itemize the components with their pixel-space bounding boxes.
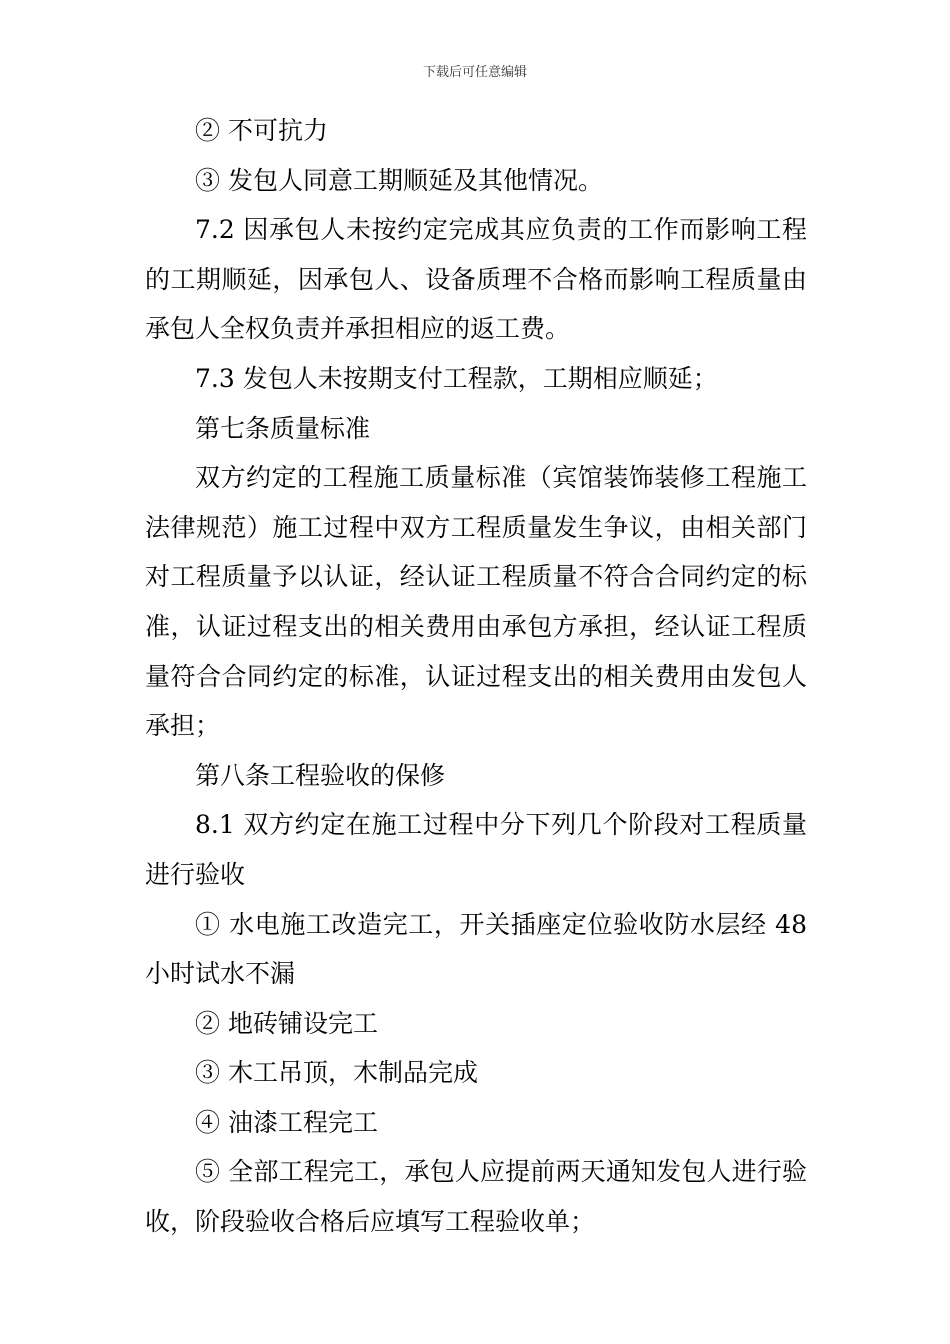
page-header: 下载后可任意编辑 [422,65,527,80]
paragraph-quality-standard: 双方约定的工程施工质量标准（宾馆装饰装修工程施工法律规范）施工过程中双方工程质量发生争议，由相关部门对工程质量予以认证，经认证工程质量不符合合同约定的标准，认证过程支出的相关费用由承包方承担，经认证工程质量符合合同约定的标准，认证过程支出的相关费用由发包人承担； [145,463,807,741]
paragraph-item-2-force-majeure: ② 不可抗力 [195,116,328,145]
paragraph-stage-4: ④ 油漆工程完工 [195,1107,378,1137]
paragraph-clause-7-3: 7.3 发包人未按期支付工程款，工期相应顺延； [195,363,718,393]
document-body [145,106,807,1247]
section-heading-article-7: 第七条质量标准 [195,413,371,443]
paragraph-stage-2: ② 地砖铺设完工 [195,1008,378,1038]
paragraph-clause-8-1: 8.1 双方约定在施工过程中分下列几个阶段对工程质量进行验收 [145,810,807,889]
paragraph-stage-1: ① 水电施工改造完工，开关插座定位验收防水层经 48 小时试水不漏 [145,909,807,989]
paragraph-item-3-extension: ③ 发包人同意工期顺延及其他情况。 [195,165,603,195]
paragraph-stage-3: ③ 木工吊顶，木制品完成 [195,1058,478,1088]
section-heading-article-8: 第八条工程验收的保修 [195,760,446,790]
paragraph-clause-7-2: 7.2 因承包人未按约定完成其应负责的工作而影响工程的工期顺延，因承包人、设备质理不合格而影响工程质量由承包人全权负责并承担相应的返工费。 [145,215,807,344]
paragraph-stage-5: ⑤ 全部工程完工，承包人应提前两天通知发包人进行验收，阶段验收合格后应填写工程验收单； [145,1157,807,1237]
